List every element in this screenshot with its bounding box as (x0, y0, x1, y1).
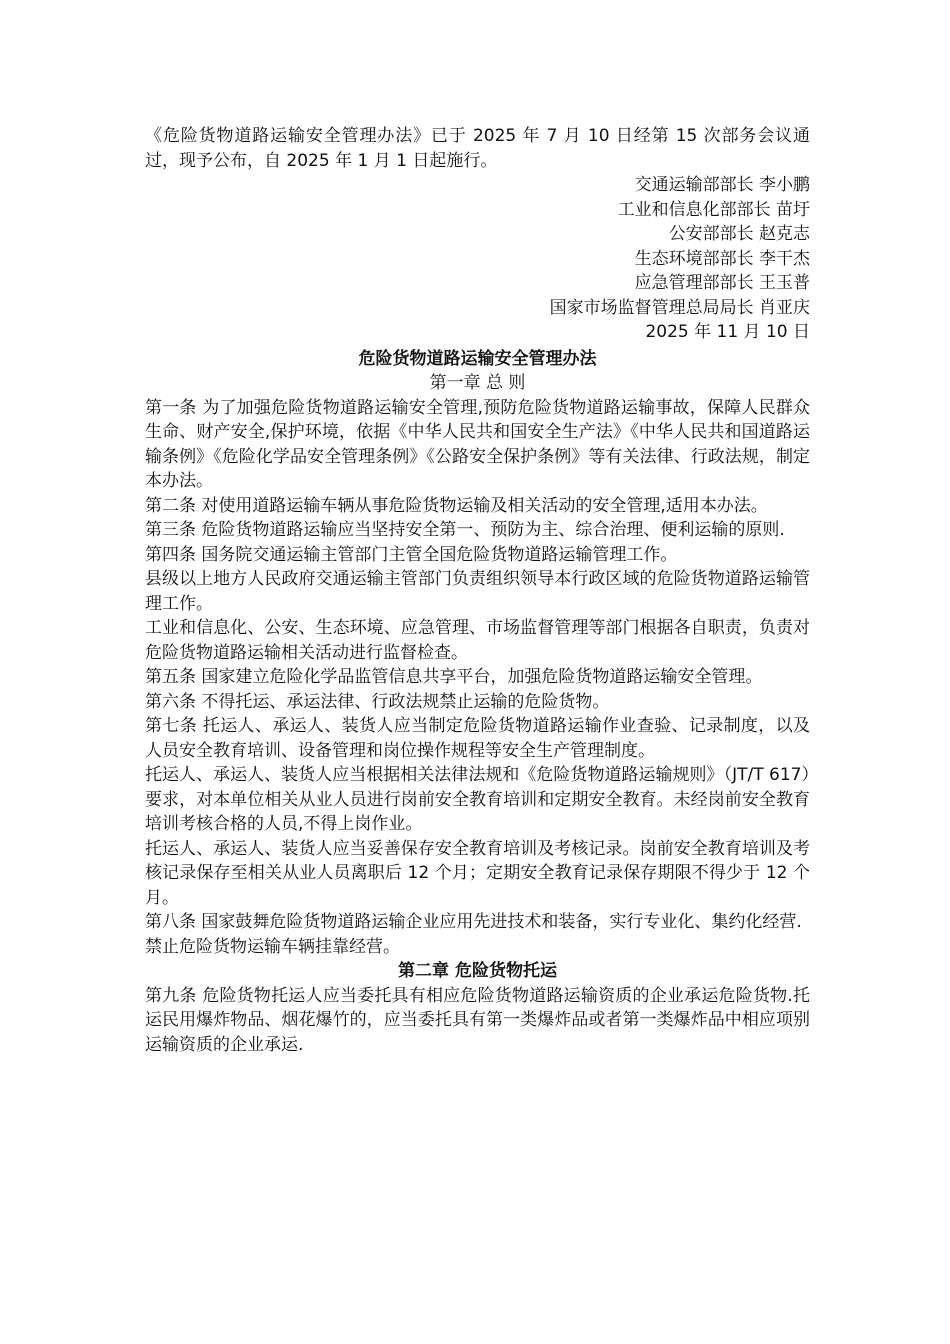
signature-block (145, 173, 810, 345)
signature-line: 交通运输部部长 李小鹏 (634, 175, 810, 195)
article-paragraph: 县级以上地方人民政府交通运输主管部门负责组织领导本行政区域的危险货物道路运输管理工作。 (145, 569, 810, 614)
article-paragraph: 第九条 危险货物托运人应当委托具有相应危险货物道路运输资质的企业承运危险货物.托运民用爆炸物品、烟花爆竹的，应当委托具有第一类爆炸品或者第一类爆炸品中相应项别运输资质的企业承运. (145, 985, 810, 1055)
article-paragraph: 第二条 对使用道路运输车辆从事危险货物运输及相关活动的安全管理,适用本办法。 (145, 495, 768, 516)
article-paragraph: 第一条 为了加强危险货物道路运输安全管理,预防危险货物道路运输事故，保障人民群众生命、财产安全,保护环境，依据《中华人民共和国安全生产法》《中华人民共和国道路运输条例》《危险化学品安全管理条例》《公路安全保护条例》等有关法律、行政法规，制定本办法。 (145, 397, 810, 491)
article-paragraph: 工业和信息化、公安、生态环境、应急管理、市场监督管理等部门根据各自职责，负责对危险货物道路运输相关活动进行监督检查。 (145, 618, 810, 663)
signature-line: 生态环境部部长 李干杰 (634, 248, 810, 269)
chapter-2-body (145, 984, 810, 1058)
article-paragraph: 托运人、承运人、装货人应当根据相关法律法规和《危险货物道路运输规则》（JT/T 617）要求，对本单位相关从业人员进行岗前安全教育培训和定期安全教育。未经岗前安全教育培训考核合格的人员,不得上岗作业。 (145, 765, 810, 834)
chapter-1-body (145, 396, 810, 960)
signature-line: 应急管理部部长 王玉普 (634, 273, 810, 293)
signature-line: 国家市场监督管理总局局长 肖亚庆 (549, 297, 810, 318)
signature-line: 公安部部长 赵克志 (668, 224, 810, 244)
article-paragraph: 第四条 国务院交通运输主管部门主管全国危险货物道路运输管理工作。 (145, 544, 678, 565)
article-paragraph: 第三条 危险货物道路运输应当坚持安全第一、预防为主、综合治理、便利运输的原则. (145, 520, 785, 540)
article-paragraph: 禁止危险货物运输车辆挂靠经营。 (145, 936, 400, 957)
article-paragraph: 第五条 国家建立危险化学品监管信息共享平台，加强危险货物道路运输安全管理。 (145, 667, 763, 687)
announcement-paragraph: 《危险货物道路运输安全管理办法》已于 2025 年 7 月 10 日经第 15 次部务会议通过，现予公布，自 2025 年 1 月 1 日起施行。 (145, 126, 810, 171)
document-page (145, 124, 810, 1057)
article-paragraph: 第七条 托运人、承运人、装货人应当制定危险货物道路运输作业查验、记录制度，以及人员安全教育培训、设备管理和岗位操作规程等安全生产管理制度。 (145, 716, 810, 761)
document-title: 危险货物道路运输安全管理办法 (358, 348, 597, 369)
chapter-heading: 第一章 总 则 (429, 373, 526, 393)
article-paragraph: 托运人、承运人、装货人应当妥善保存安全教育培训及考核记录。岗前安全教育培训及考核记录保存至相关从业人员离职后 12 个月；定期安全教育记录保存期限不得少于 12 个月。 (145, 838, 810, 908)
publication-date: 2025 年 11 月 10 日 (645, 322, 810, 342)
article-paragraph: 第六条 不得托运、承运法律、行政法规禁止运输的危险货物。 (145, 691, 610, 712)
article-paragraph: 第八条 国家鼓舞危险货物道路运输企业应用先进技术和装备，实行专业化、集约化经营. (145, 912, 802, 932)
signature-line: 工业和信息化部部长 苗圩 (617, 199, 810, 220)
chapter-heading: 第二章 危险货物托运 (398, 961, 557, 981)
